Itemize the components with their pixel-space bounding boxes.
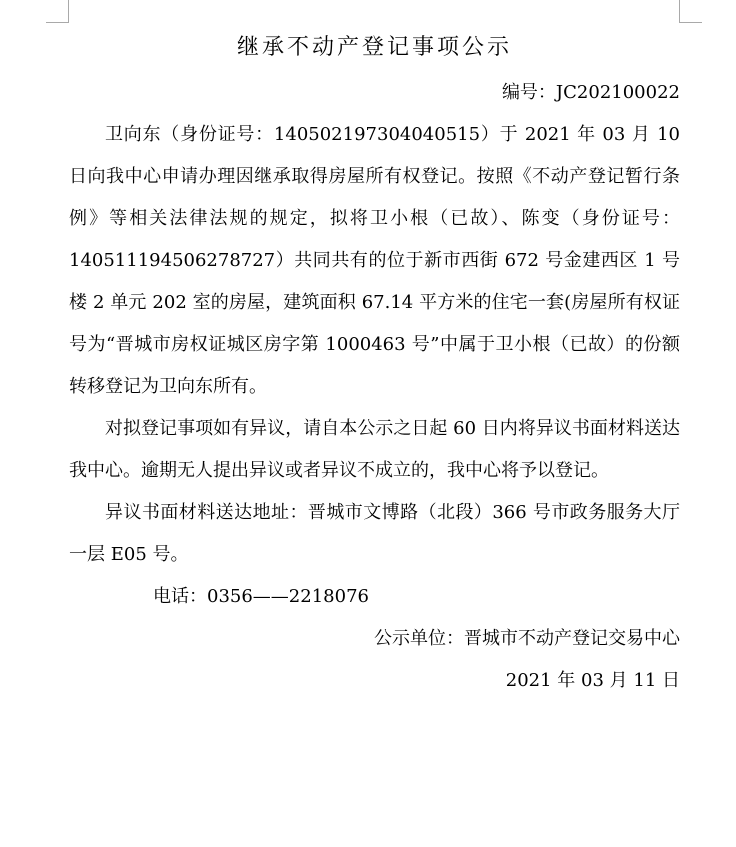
document-body — [69, 28, 680, 702]
page-corner-mark-left — [46, 0, 69, 23]
document-title: 继承不动产登记事项公示 — [236, 35, 512, 60]
issue-date: 2021 年 03 月 11 日 — [505, 670, 680, 691]
issuing-unit: 公示单位：晋城市不动产登记交易中心 — [374, 628, 680, 649]
contact-phone: 电话：0356——2218076 — [153, 586, 369, 607]
paragraph-objection: 对拟登记事项如有异议，请自本公示之日起 60 日内将异议书面材料送达我中心。逾期无人提出异议或者异议不成立的，我中心将予以登记。 — [69, 418, 680, 481]
paragraph-address: 异议书面材料送达地址：晋城市文博路（北段）366 号市政务服务大厅一层 E05 号。 — [69, 502, 680, 565]
document-number: 编号：JC202100022 — [501, 82, 680, 103]
paragraph-registration: 卫向东（身份证号：140502197304040515）于 2021 年 03 月 10 日向我中心申请办理因继承取得房屋所有权登记。按照《不动产登记暂行条例》等相关法律法规的规定，拟将卫小根（已故）、陈变（身份证号：140511194506278727）共同共有的位于新市西街 672 号金建西区 1 号楼 2 单元 202 室的房屋，建筑面积 67.14 平方米的住宅一套(房屋所有权证号为“晋城市房权证城区房字第 1000463 号”中属于卫小根（已故）的份额转移登记为卫向东所有。 — [69, 124, 680, 397]
page-corner-mark-right — [679, 0, 702, 23]
